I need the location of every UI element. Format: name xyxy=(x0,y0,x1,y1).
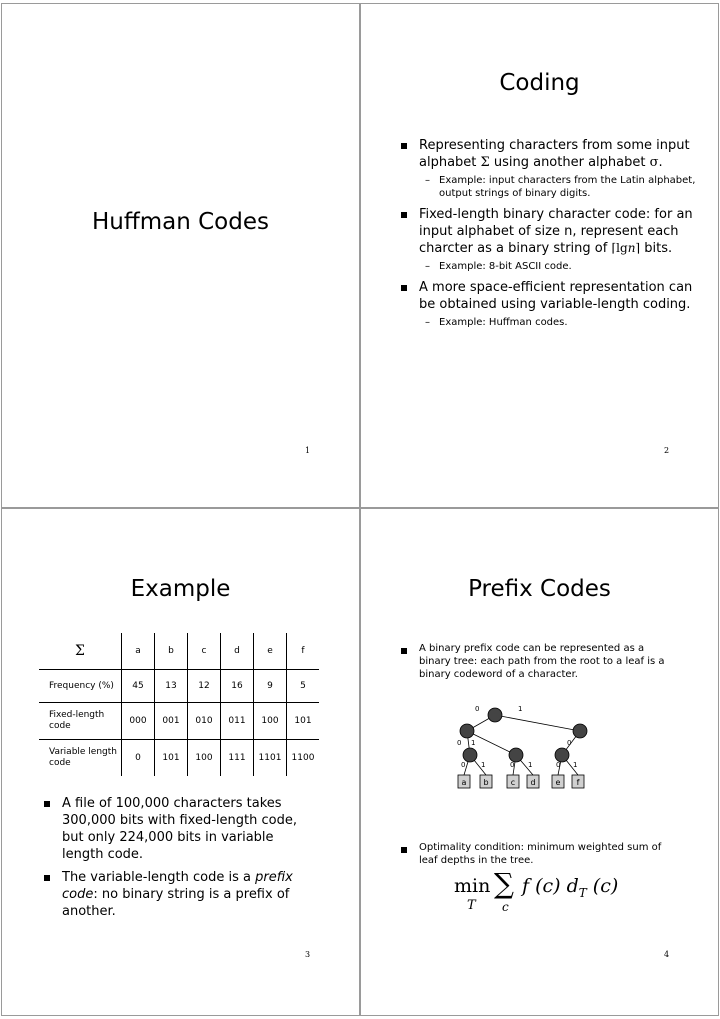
slide-2 xyxy=(360,3,719,508)
page-number: 4 xyxy=(664,950,670,959)
n-variable: n xyxy=(627,241,636,255)
bullet-list xyxy=(399,841,669,873)
leaf-label: f xyxy=(576,778,580,787)
leaf-label: e xyxy=(555,778,561,787)
table-cell: 001 xyxy=(155,703,188,740)
edge-label: 0 xyxy=(461,761,466,769)
sub-bullet: – Example: 8-bit ASCII code. xyxy=(419,260,699,273)
edge-label: 0 xyxy=(556,761,561,769)
table-cell: 5 xyxy=(287,670,320,703)
edge-label: 1 xyxy=(471,739,476,747)
table-cell: 101 xyxy=(287,703,320,740)
bullet-item xyxy=(399,206,699,273)
table-cell: 45 xyxy=(122,670,155,703)
bullet-item xyxy=(399,279,699,329)
page-number: 2 xyxy=(664,446,670,455)
table-header-cell: b xyxy=(155,633,188,670)
code-table xyxy=(39,633,319,776)
page-number: 3 xyxy=(305,950,311,959)
bullet-text: Representing characters from some input alphabet xyxy=(419,138,690,170)
bullet-text: Optimality condition: minimum weighted sum of leaf depths in the tree. xyxy=(419,842,662,866)
table-cell: 010 xyxy=(188,703,221,740)
slide-1 xyxy=(1,3,360,508)
sub-bullet: – Example: input characters from the Latin alphabet, output strings of binary digits. xyxy=(419,174,699,200)
table-cell: 16 xyxy=(221,670,254,703)
ceiling-close: ⌉ xyxy=(635,241,641,255)
bullet-text: : no binary string is a prefix of another. xyxy=(62,887,290,919)
binary-tree-diagram xyxy=(447,693,597,798)
table-cell: 111 xyxy=(221,740,254,777)
tree-node-root xyxy=(488,708,502,722)
bullet-text: Fixed-length binary character code: for an input alphabet of size n, represent each charcter as a binary string of xyxy=(419,207,693,256)
table-row-header: Frequency (%) xyxy=(39,670,122,703)
edge-label: 0 xyxy=(510,761,515,769)
leaf-label: b xyxy=(483,778,489,787)
formula-d-subscript: T xyxy=(578,885,587,900)
edge-label: 1 xyxy=(573,761,578,769)
bullet-text: A more space-efficient representation can be obtained using variable-length coding. xyxy=(419,280,693,312)
table-row-header: Fixed-length code xyxy=(39,703,122,740)
formula-body xyxy=(522,875,618,900)
table-cell: 9 xyxy=(254,670,287,703)
edge-label: 1 xyxy=(528,761,533,769)
table-cell: 12 xyxy=(188,670,221,703)
emphasis-text: prefix code xyxy=(62,870,293,902)
sigma-symbol: Σ xyxy=(480,155,490,170)
leaf-label: d xyxy=(530,778,536,787)
edge-label: 1 xyxy=(518,705,523,713)
sigma-lower-symbol: σ xyxy=(649,155,659,170)
bullet-list xyxy=(399,137,699,335)
table-header-cell: a xyxy=(122,633,155,670)
table-cell: 1101 xyxy=(254,740,287,777)
bullet-text: The variable-length code is a xyxy=(62,870,256,885)
slide-4 xyxy=(360,508,719,1016)
slide-title: Example xyxy=(130,576,231,602)
table-cell: 13 xyxy=(155,670,188,703)
sum-subscript: c xyxy=(502,900,509,914)
bullet-list xyxy=(42,795,317,926)
tree-node xyxy=(460,724,474,738)
leaf-label: c xyxy=(510,778,516,787)
bullet-text: A binary prefix code can be represented as a binary tree: each path from the root to a leaf is a binary codeword of a character. xyxy=(419,643,665,680)
formula-arg: (c) xyxy=(586,875,619,897)
min-subscript: T xyxy=(467,898,476,913)
table-row xyxy=(39,670,319,703)
min-operator: min xyxy=(454,875,491,897)
table-cell: 000 xyxy=(122,703,155,740)
sum-operator: ∑ xyxy=(494,867,514,900)
table-header-cell: f xyxy=(287,633,320,670)
bullet-item xyxy=(399,841,669,867)
bullet-item xyxy=(42,795,317,863)
edge-label: 0 xyxy=(475,705,480,713)
bullet-text: using another alphabet xyxy=(489,155,650,170)
table-row xyxy=(39,740,319,777)
bullet-list xyxy=(399,642,669,687)
slide-title: Huffman Codes xyxy=(92,209,269,235)
sub-bullet: – Example: Huffman codes. xyxy=(419,316,699,329)
table-row-header: Variable length code xyxy=(39,740,122,777)
table-header-cell: c xyxy=(188,633,221,670)
table-cell: 1100 xyxy=(287,740,320,777)
table-cell: 0 xyxy=(122,740,155,777)
ceiling-open: ⌈ xyxy=(611,241,617,255)
tree-node xyxy=(555,748,569,762)
bullet-text: . xyxy=(658,155,663,170)
leaf-label: a xyxy=(461,778,467,787)
tree-node xyxy=(573,724,587,738)
table-header-cell: d xyxy=(221,633,254,670)
table-cell: 101 xyxy=(155,740,188,777)
edge-label: 0 xyxy=(457,739,462,747)
bullet-text: A file of 100,000 characters takes 300,000 bits with fixed-length code, but only 224,000 bits in variable length code. xyxy=(62,796,297,862)
bullet-item xyxy=(399,642,669,681)
formula-fc-d: f (c) d xyxy=(522,875,579,897)
tree-node xyxy=(463,748,477,762)
slide-title: Coding xyxy=(499,70,580,96)
bullet-item xyxy=(399,137,699,200)
table-cell: 100 xyxy=(254,703,287,740)
slide-title: Prefix Codes xyxy=(468,576,611,602)
table-row xyxy=(39,703,319,740)
table-cell: 100 xyxy=(188,740,221,777)
table-header-cell: e xyxy=(254,633,287,670)
lg-function: lg xyxy=(616,241,628,255)
table-header-row xyxy=(39,633,319,670)
table-header-cell: Σ xyxy=(75,642,85,659)
slide-3 xyxy=(1,508,360,1016)
edge-label: 0 xyxy=(567,739,572,747)
page-number: 1 xyxy=(305,446,311,455)
bullet-item xyxy=(42,869,317,920)
table-cell: 011 xyxy=(221,703,254,740)
tree-node xyxy=(509,748,523,762)
edge-label: 1 xyxy=(481,761,486,769)
bullet-text: bits. xyxy=(640,241,673,256)
